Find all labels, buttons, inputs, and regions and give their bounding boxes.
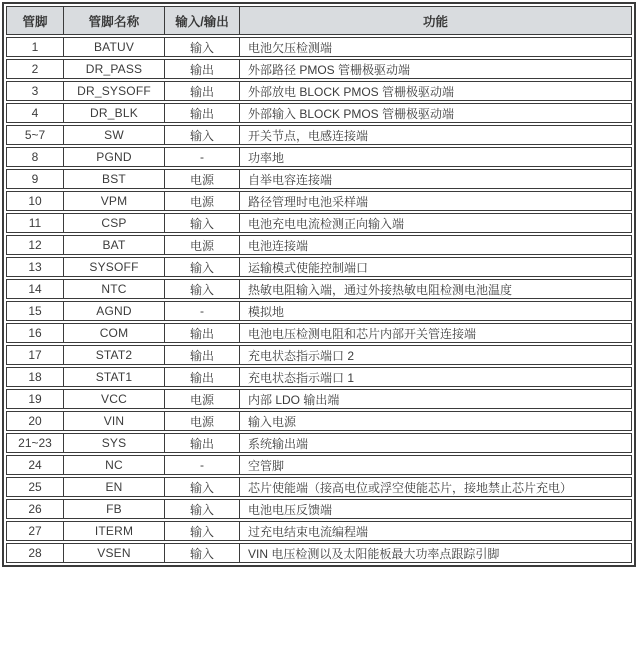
pin-number-cell: 17 xyxy=(7,346,64,364)
pin-name-cell: ITERM xyxy=(64,522,165,540)
table-row xyxy=(6,59,632,79)
pin-function-cell: 路径管理时电池采样端 xyxy=(248,194,369,209)
pin-number-cell: 3 xyxy=(7,82,64,100)
table-row xyxy=(6,103,632,123)
pin-io-cell: 输入 xyxy=(165,544,240,562)
pin-function-table xyxy=(2,2,636,567)
pin-io-cell: 输入 xyxy=(165,500,240,518)
pin-function-cell: 电池连接端 xyxy=(248,238,309,253)
table-row xyxy=(6,37,632,57)
pin-name-cell: AGND xyxy=(64,302,165,320)
table-row xyxy=(6,169,632,189)
pin-name-cell: NTC xyxy=(64,280,165,298)
pin-name-cell: FB xyxy=(64,500,165,518)
pin-number-cell: 4 xyxy=(7,104,64,122)
pin-io-cell: 输入 xyxy=(165,478,240,496)
pin-io-cell: - xyxy=(165,148,240,166)
table-row xyxy=(6,279,632,299)
table-row xyxy=(6,433,632,453)
table-row xyxy=(6,345,632,365)
pin-name-cell: STAT2 xyxy=(64,346,165,364)
pin-function-cell: 功率地 xyxy=(248,150,285,165)
pin-io-cell: 输出 xyxy=(165,82,240,100)
pin-name-cell: NC xyxy=(64,456,165,474)
pin-name-cell: PGND xyxy=(64,148,165,166)
pin-number-cell: 10 xyxy=(7,192,64,210)
pin-name-cell: DR_BLK xyxy=(64,104,165,122)
pin-function-cell: 热敏电阻输入端，通过外接热敏电阻检测电池温度 xyxy=(248,282,513,297)
pin-name-cell: COM xyxy=(64,324,165,342)
table-row xyxy=(6,301,632,321)
pin-io-cell: 输入 xyxy=(165,258,240,276)
pin-io-cell: 电源 xyxy=(165,390,240,408)
pin-number-cell: 11 xyxy=(7,214,64,232)
pin-io-cell: 输入 xyxy=(165,38,240,56)
header-input-output: 输入/输出 xyxy=(165,7,240,34)
pin-name-cell: CSP xyxy=(64,214,165,232)
pin-function-cell: 运输模式使能控制端口 xyxy=(248,260,369,275)
pin-name-cell: VSEN xyxy=(64,544,165,562)
pin-number-cell: 2 xyxy=(7,60,64,78)
pin-name-cell: DR_SYSOFF xyxy=(64,82,165,100)
pin-io-cell: 输入 xyxy=(165,280,240,298)
pin-name-cell: SW xyxy=(64,126,165,144)
pin-name-cell: DR_PASS xyxy=(64,60,165,78)
pin-number-cell: 21~23 xyxy=(7,434,64,452)
pin-io-cell: 电源 xyxy=(165,192,240,210)
table-row xyxy=(6,235,632,255)
pin-io-cell: 电源 xyxy=(165,236,240,254)
pin-function-cell: 外部输入 BLOCK PMOS 管栅极驱动端 xyxy=(248,106,455,121)
pin-function-cell: 外部放电 BLOCK PMOS 管栅极驱动端 xyxy=(248,84,455,99)
pin-io-cell: 电源 xyxy=(165,170,240,188)
pin-function-cell: 外部路径 PMOS 管栅极驱动端 xyxy=(248,62,411,77)
pin-name-cell: BATUV xyxy=(64,38,165,56)
table-row xyxy=(6,125,632,145)
pin-number-cell: 8 xyxy=(7,148,64,166)
pin-function-cell: 电池电压检测电阻和芯片内部开关管连接端 xyxy=(248,326,477,341)
pin-function-cell: 电池欠压检测端 xyxy=(248,40,333,55)
pin-function-cell: 自举电容连接端 xyxy=(248,172,333,187)
pin-number-cell: 19 xyxy=(7,390,64,408)
pin-io-cell: - xyxy=(165,456,240,474)
pin-io-cell: 输出 xyxy=(165,324,240,342)
header-pin-number: 管脚 xyxy=(7,7,64,34)
pin-io-cell: 输入 xyxy=(165,522,240,540)
header-pin-name: 管脚名称 xyxy=(64,7,165,34)
pin-io-cell: 输入 xyxy=(165,126,240,144)
pin-function-cell: 空管脚 xyxy=(248,458,285,473)
pin-name-cell: VIN xyxy=(64,412,165,430)
pin-number-cell: 28 xyxy=(7,544,64,562)
pin-function-cell: 充电状态指示端口 1 xyxy=(248,370,355,385)
datasheet-page xyxy=(0,2,640,567)
pin-number-cell: 1 xyxy=(7,38,64,56)
header-function: 功能 xyxy=(422,14,448,29)
pin-number-cell: 12 xyxy=(7,236,64,254)
pin-name-cell: SYS xyxy=(64,434,165,452)
pin-number-cell: 24 xyxy=(7,456,64,474)
pin-function-cell: 充电状态指示端口 2 xyxy=(248,348,355,363)
table-row xyxy=(6,367,632,387)
pin-io-cell: 输出 xyxy=(165,104,240,122)
pin-name-cell: BAT xyxy=(64,236,165,254)
pin-function-cell: 内部 LDO 输出端 xyxy=(248,392,340,407)
pin-name-cell: BST xyxy=(64,170,165,188)
table-row xyxy=(6,389,632,409)
pin-name-cell: VCC xyxy=(64,390,165,408)
pin-name-cell: STAT1 xyxy=(64,368,165,386)
pin-io-cell: 电源 xyxy=(165,412,240,430)
pin-number-cell: 18 xyxy=(7,368,64,386)
pin-io-cell: - xyxy=(165,302,240,320)
pin-function-cell: 电池充电电流检测正向输入端 xyxy=(248,216,405,231)
pin-function-cell: 过充电结束电流编程端 xyxy=(248,524,369,539)
pin-number-cell: 26 xyxy=(7,500,64,518)
pin-number-cell: 15 xyxy=(7,302,64,320)
table-row xyxy=(6,191,632,211)
pin-name-cell: SYSOFF xyxy=(64,258,165,276)
pin-function-cell: 开关节点，电感连接端 xyxy=(248,128,369,143)
table-row xyxy=(6,411,632,431)
pin-number-cell: 13 xyxy=(7,258,64,276)
pin-function-cell: 电池电压反馈端 xyxy=(248,502,333,517)
pin-io-cell: 输出 xyxy=(165,346,240,364)
pin-number-cell: 9 xyxy=(7,170,64,188)
pin-io-cell: 输入 xyxy=(165,214,240,232)
table-row xyxy=(6,213,632,233)
pin-number-cell: 20 xyxy=(7,412,64,430)
pin-function-cell: 系统输出端 xyxy=(248,436,309,451)
table-row xyxy=(6,499,632,519)
pin-io-cell: 输出 xyxy=(165,368,240,386)
table-body xyxy=(6,37,632,563)
pin-function-cell: 模拟地 xyxy=(248,304,285,319)
pin-number-cell: 25 xyxy=(7,478,64,496)
pin-number-cell: 16 xyxy=(7,324,64,342)
pin-number-cell: 27 xyxy=(7,522,64,540)
pin-function-cell: 芯片使能端（接高电位或浮空使能芯片，接地禁止芯片充电） xyxy=(248,480,573,495)
table-row xyxy=(6,81,632,101)
pin-name-cell: VPM xyxy=(64,192,165,210)
table-row xyxy=(6,477,632,497)
pin-function-cell: 输入电源 xyxy=(248,414,297,429)
pin-name-cell: EN xyxy=(64,478,165,496)
table-row xyxy=(6,257,632,277)
table-header-row xyxy=(6,6,632,35)
pin-io-cell: 输出 xyxy=(165,60,240,78)
table-row xyxy=(6,543,632,563)
pin-function-cell: VIN 电压检测以及太阳能板最大功率点跟踪引脚 xyxy=(248,546,500,561)
pin-io-cell: 输出 xyxy=(165,434,240,452)
table-row xyxy=(6,323,632,343)
table-row xyxy=(6,147,632,167)
table-row xyxy=(6,521,632,541)
pin-number-cell: 5~7 xyxy=(7,126,64,144)
pin-number-cell: 14 xyxy=(7,280,64,298)
table-row xyxy=(6,455,632,475)
